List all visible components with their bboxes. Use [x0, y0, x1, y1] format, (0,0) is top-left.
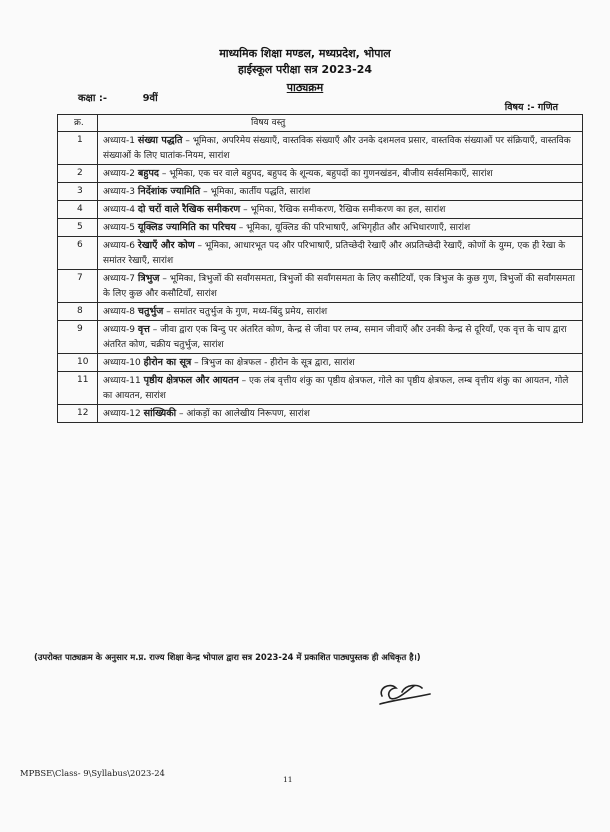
row-number: 1 [58, 132, 98, 165]
chapter-title: चतुर्भुज [137, 306, 164, 317]
row-content: अध्याय-1 संख्या पद्धति – भूमिका, अपरिमेय संख्याएँ, वास्तविक संख्याएँ और उनके दशमलव प्रसार, वास्तविक संख्याओं पर संक्रियाएँ, वास्तविक संख्याओं के लिए घातांक-नियम, सारांश [98, 132, 583, 165]
chapter-title: त्रिभुज [137, 273, 160, 284]
row-number: 2 [58, 165, 98, 183]
footer-file-path: MPBSE\Class- 9\Syllabus\2023-24 [20, 768, 165, 778]
table-row [58, 132, 583, 165]
chapter-topics: भूमिका, कार्तीय पद्धति, सारांश [210, 187, 311, 197]
chapter-topics: भूमिका, अपरिमेय संख्याएँ, वास्तविक संख्याएँ और उनके दशमलव प्रसार, वास्तविक संख्याओं पर संक्रियाएँ, वास्तविक संख्याओं के लिए घातांक-नियम, सारांश [103, 136, 571, 161]
row-number: 7 [58, 270, 98, 303]
chapter-label: अध्याय-5 [103, 223, 136, 233]
table-row [58, 201, 583, 219]
signature-mark [374, 676, 434, 712]
chapter-label: अध्याय-8 [103, 307, 136, 317]
page-number: 11 [283, 775, 293, 784]
chapter-title: यूक्लिड ज्यामिति का परिचय [137, 222, 236, 233]
chapter-topics: भूमिका, त्रिभुजों की सर्वांगसमता, त्रिभुजों की सर्वांगसमता के लिए कसौटियाँ, एक त्रिभुज के कुछ गुण, त्रिभुजों की सर्वांगसमता के लिए कुछ और कसौटियाँ, सारांश [103, 274, 575, 299]
row-number: 9 [58, 321, 98, 354]
chapter-label: अध्याय-10 [103, 358, 141, 368]
syllabus-table [57, 114, 583, 423]
chapter-title: सांख्यिकी [143, 408, 177, 419]
chapter-title: हीरोन का सूत्र [143, 357, 192, 368]
row-number: 11 [58, 372, 98, 405]
chapter-label: अध्याय-12 [103, 409, 141, 419]
chapter-title: संख्या पद्धति [137, 135, 183, 146]
exam-session: हाईस्कूल परीक्षा सत्र 2023-24 [237, 63, 373, 76]
row-number: 10 [58, 354, 98, 372]
chapter-topics: भूमिका, एक चर वाले बहुपद, बहुपद के शून्यक, बहुपदों का गुणनखंडन, बीजीय सर्वसमिकाएँ, सारांश [169, 169, 493, 179]
chapter-title: रेखाएँ और कोण [137, 240, 195, 251]
row-number: 6 [58, 237, 98, 270]
chapter-title: वृत्त [137, 324, 150, 335]
chapter-title: बहुपद [137, 168, 160, 179]
chapter-topics: त्रिभुज का क्षेत्रफल - हीरोन के सूत्र द्वारा, सारांश [201, 358, 355, 368]
table-row [58, 372, 583, 405]
row-content: अध्याय-6 रेखाएँ और कोण – भूमिका, आधारभूत पद और परिभाषाएँ, प्रतिच्छेदी रेखाएँ और अप्रतिच्छेदी रेखाएँ, कोणों के युग्म, एक ही रेखा के समांतर रेखाएँ, सारांश [98, 237, 583, 270]
column-header-subject: विषय वस्तु [98, 115, 583, 132]
table-row [58, 354, 583, 372]
footnote: (उपरोक्त पाठ्यक्रम के अनुसार म.प्र. राज्य शिक्षा केन्द्र भोपाल द्वारा सत्र 2023-24 में प्रकाशित पाठ्यपुस्तक ही अधिकृत है।) [34, 652, 421, 662]
chapter-topics: आंकड़ों का आलेखीय निरूपण, सारांश [186, 409, 310, 419]
chapter-label: अध्याय-7 [103, 274, 136, 284]
chapter-label: अध्याय-4 [103, 205, 136, 215]
chapter-label: अध्याय-6 [103, 241, 136, 251]
table-row [58, 270, 583, 303]
row-content: अध्याय-11 पृष्ठीय क्षेत्रफल और आयतन – एक लंब वृत्तीय शंकु का पृष्ठीय क्षेत्रफल, गोले का पृष्ठीय क्षेत्रफल, लम्ब वृत्तीय शंकु का आयतन, गोले का आयतन, सारांश [98, 372, 583, 405]
chapter-label: अध्याय-1 [103, 136, 136, 146]
chapter-label: अध्याय-11 [103, 376, 141, 386]
row-content: अध्याय-5 यूक्लिड ज्यामिति का परिचय – भूमिका, यूक्लिड की परिभाषाएँ, अभिगृहीत और अभिधारणाएँ, सारांश [98, 219, 583, 237]
row-number: 5 [58, 219, 98, 237]
row-content: अध्याय-9 वृत्त – जीवा द्वारा एक बिन्दु पर अंतरित कोण, केन्द्र से जीवा पर लम्ब, समान जीवाएँ और उनकी केन्द्र से दूरियाँ, एक वृत्त के चाप द्वारा अंतरित कोण, चक्रीय चतुर्भुज, सारांश [98, 321, 583, 354]
column-header-no: क्र. [58, 115, 98, 132]
row-number: 12 [58, 405, 98, 423]
chapter-topics: भूमिका, रैखिक समीकरण, रैखिक समीकरण का हल, सारांश [250, 205, 446, 215]
table-row [58, 237, 583, 270]
row-number: 8 [58, 303, 98, 321]
chapter-title: निर्देशांक ज्यामिति [137, 186, 201, 197]
table-row [58, 405, 583, 423]
table-row [58, 165, 583, 183]
chapter-topics: समांतर चतुर्भुज के गुण, मध्य-बिंदु प्रमेय, सारांश [173, 307, 328, 317]
row-content: अध्याय-4 दो चरों वाले रैखिक समीकरण – भूमिका, रैखिक समीकरण, रैखिक समीकरण का हल, सारांश [98, 201, 583, 219]
table-row [58, 183, 583, 201]
chapter-title: दो चरों वाले रैखिक समीकरण [137, 204, 241, 215]
table-row [58, 321, 583, 354]
class-label: कक्षा :- [78, 93, 108, 104]
chapter-label: अध्याय-3 [103, 187, 136, 197]
chapter-topics: भूमिका, आधारभूत पद और परिभाषाएँ, प्रतिच्छेदी रेखाएँ और अप्रतिच्छेदी रेखाएँ, कोणों के युग्म, एक ही रेखा के समांतर रेखाएँ, सारांश [103, 241, 566, 266]
page-title: पाठ्यक्रम [286, 81, 324, 94]
table-row [58, 303, 583, 321]
chapter-topics: जीवा द्वारा एक बिन्दु पर अंतरित कोण, केन्द्र से जीवा पर लम्ब, समान जीवाएँ और उनकी केन्द्र से दूरियाँ, एक वृत्त के चाप द्वारा अंतरित कोण, चक्रीय चतुर्भुज, सारांश [103, 325, 567, 350]
chapter-title: पृष्ठीय क्षेत्रफल और आयतन [143, 375, 239, 386]
chapter-topics: एक लंब वृत्तीय शंकु का पृष्ठीय क्षेत्रफल, गोले का पृष्ठीय क्षेत्रफल, लम्ब वृत्तीय शंकु का आयतन, गोले का आयतन, सारांश [103, 376, 569, 401]
row-content: अध्याय-3 निर्देशांक ज्यामिति – भूमिका, कार्तीय पद्धति, सारांश [98, 183, 583, 201]
table-row [58, 219, 583, 237]
class-value: 9वीं [142, 93, 158, 104]
row-content: अध्याय-2 बहुपद – भूमिका, एक चर वाले बहुपद, बहुपद के शून्यक, बहुपदों का गुणनखंडन, बीजीय सर्वसमिकाएँ, सारांश [98, 165, 583, 183]
row-content: अध्याय-8 चतुर्भुज – समांतर चतुर्भुज के गुण, मध्य-बिंदु प्रमेय, सारांश [98, 303, 583, 321]
chapter-topics: भूमिका, यूक्लिड की परिभाषाएँ, अभिगृहीत और अभिधारणाएँ, सारांश [246, 223, 471, 233]
row-content: अध्याय-10 हीरोन का सूत्र – त्रिभुज का क्षेत्रफल - हीरोन के सूत्र द्वारा, सारांश [98, 354, 583, 372]
table-header-row [58, 115, 583, 132]
chapter-label: अध्याय-9 [103, 325, 136, 335]
board-name: माध्यमिक शिक्षा मण्डल, मध्यप्रदेश, भोपाल [219, 47, 391, 60]
class-info [78, 90, 158, 104]
row-number: 4 [58, 201, 98, 219]
row-content: अध्याय-12 सांख्यिकी – आंकड़ों का आलेखीय निरूपण, सारांश [98, 405, 583, 423]
row-number: 3 [58, 183, 98, 201]
row-content: अध्याय-7 त्रिभुज – भूमिका, त्रिभुजों की सर्वांगसमता, त्रिभुजों की सर्वांगसमता के लिए कसौटियाँ, एक त्रिभुज के कुछ गुण, त्रिभुजों की सर्वांगसमता के लिए कुछ और कसौटियाँ, सारांश [98, 270, 583, 303]
chapter-label: अध्याय-2 [103, 169, 136, 179]
subject-info: विषय :- गणित [504, 102, 558, 113]
